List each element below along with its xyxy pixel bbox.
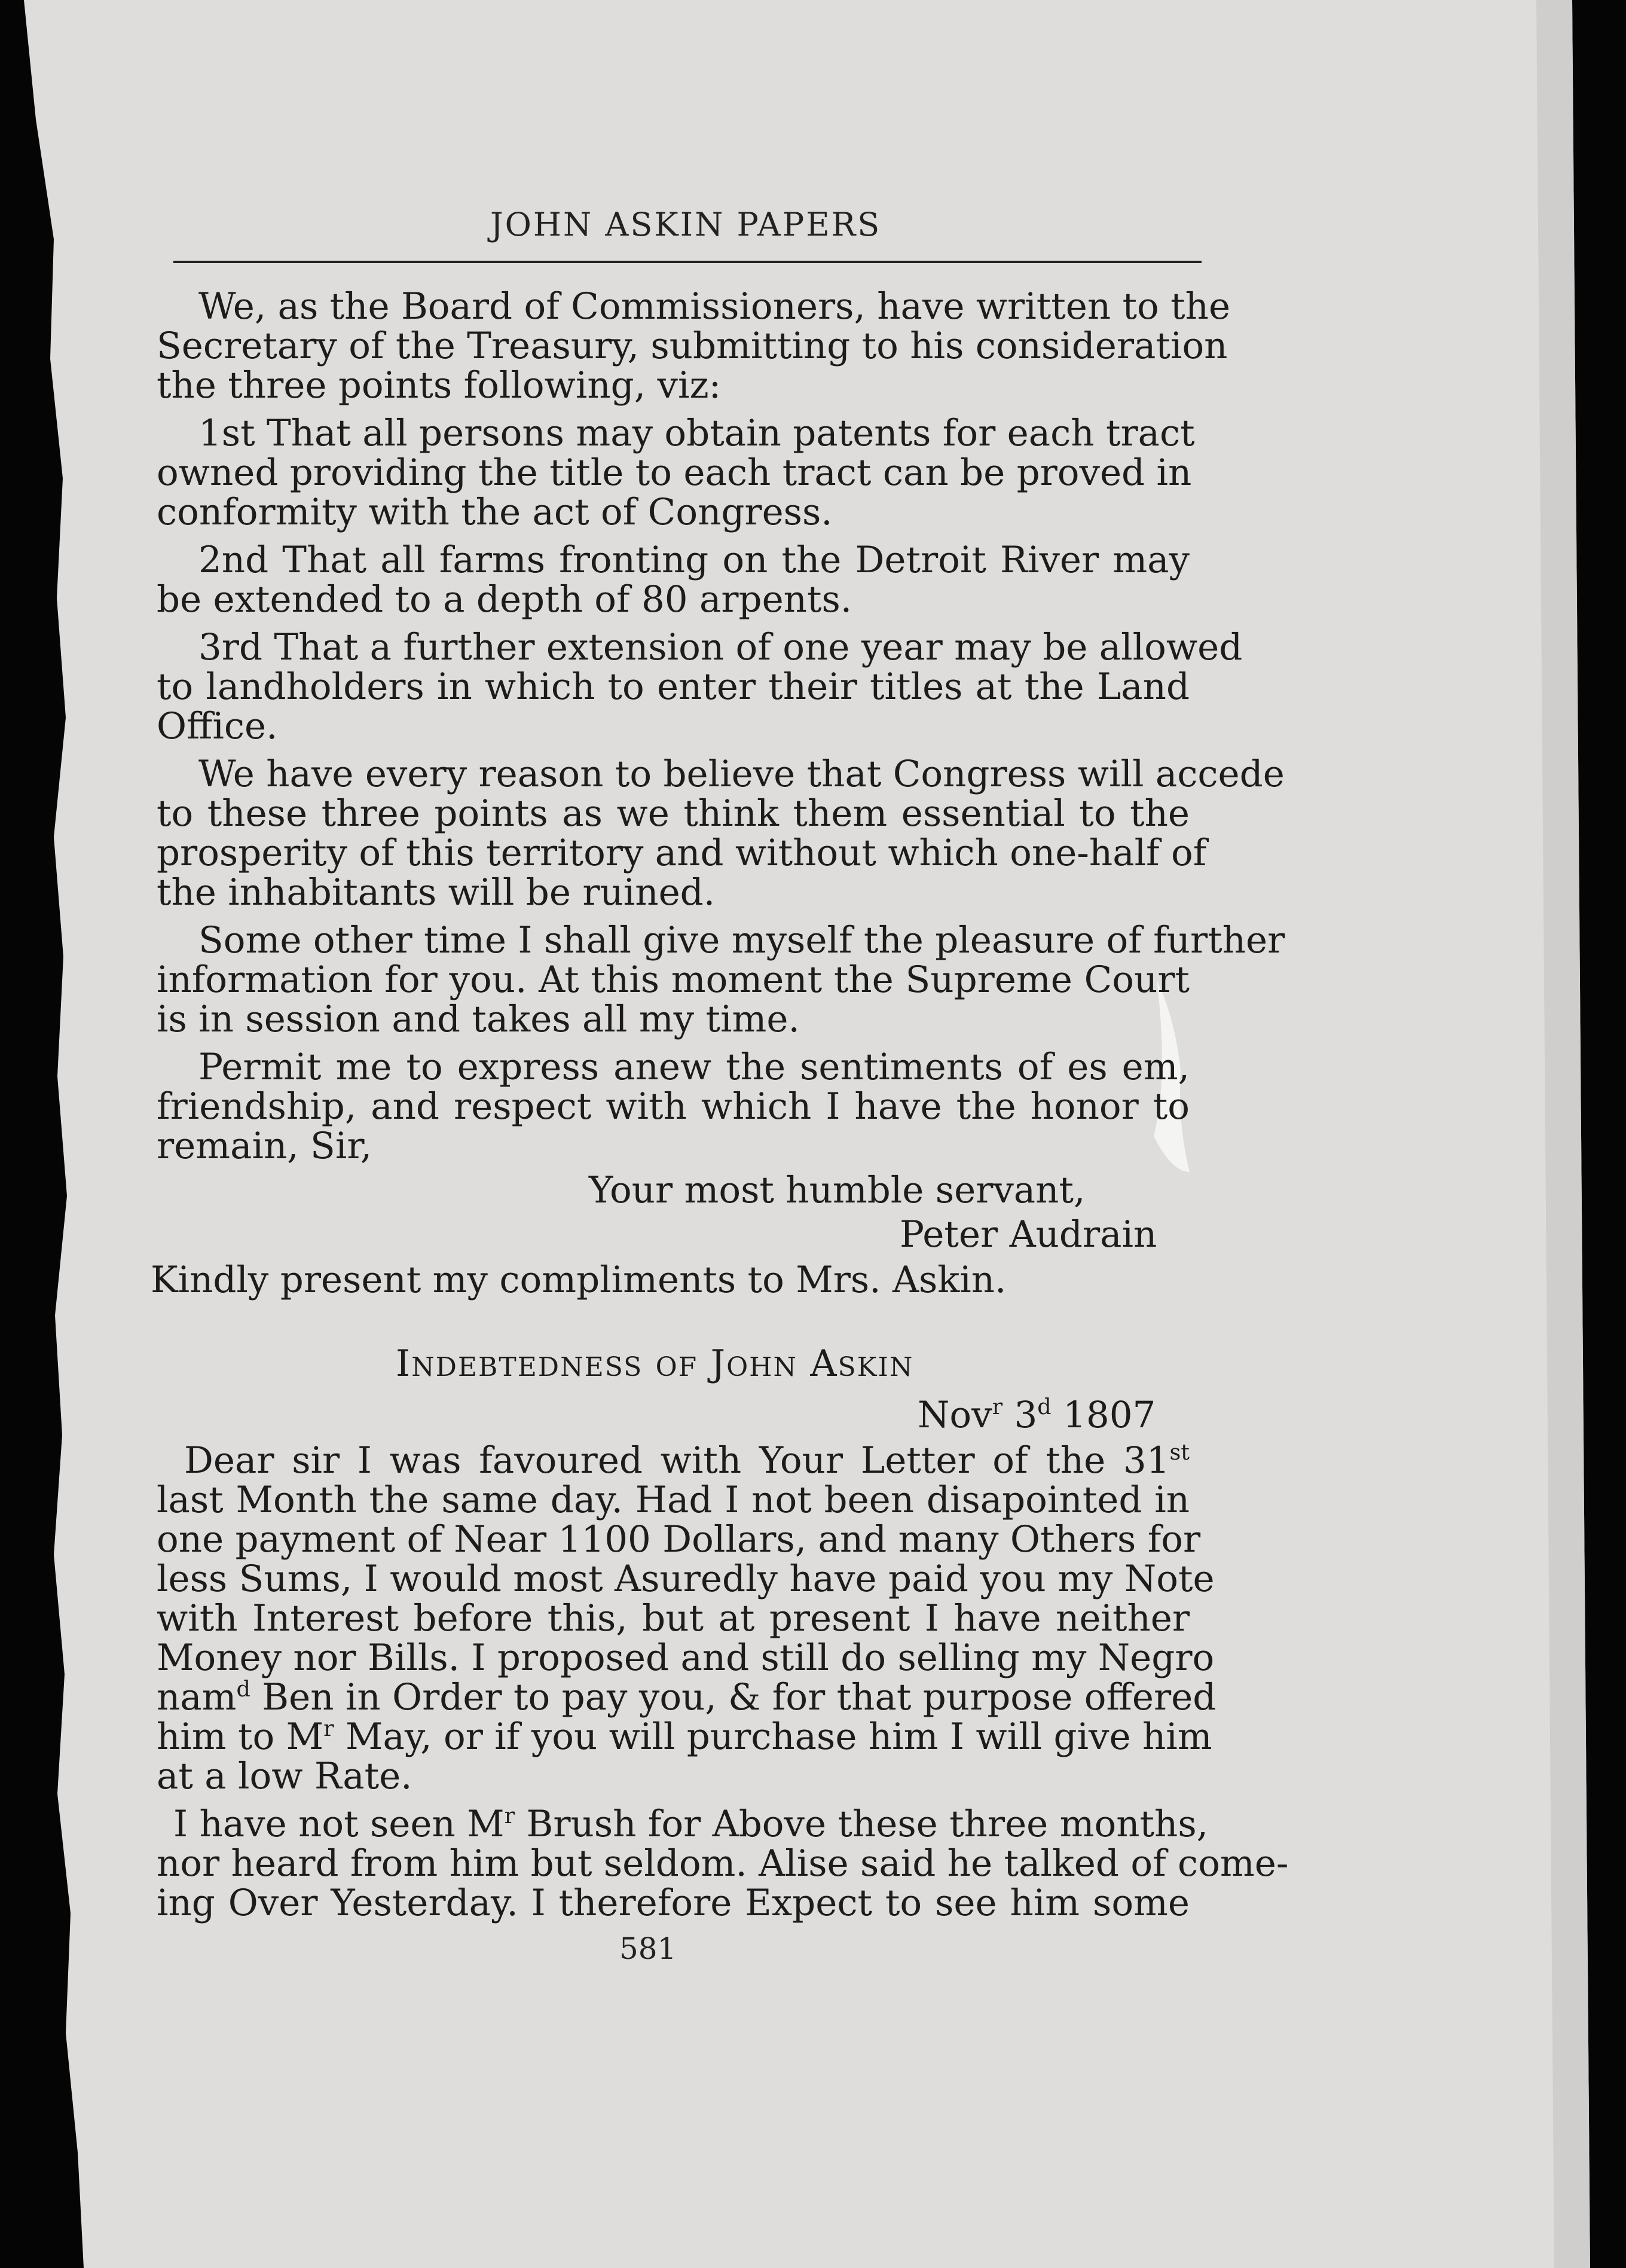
body-line: friendship, and respect with which I have the honor to	[157, 1085, 1190, 1128]
body-line: with Interest before this, but at present I have neither	[157, 1597, 1190, 1640]
body-line: Permit me to express anew the sentiments of es em,	[198, 1046, 1190, 1088]
body-line: 2nd That all farms fronting on the Detroit River may	[198, 539, 1190, 581]
body-line: to landholders in which to enter their titles at the Land	[157, 666, 1190, 708]
body-line: Office.	[157, 705, 278, 747]
section-heading: INDEBTEDNESS OF JOHN ASKIN	[396, 1342, 914, 1385]
body-line: Secretary of the Treasury, submitting to his consideration	[157, 325, 1228, 367]
header-rule	[173, 261, 1202, 263]
body-line: one payment of Near 1100 Dollars, and many Others for	[157, 1518, 1201, 1561]
body-line: remain, Sir,	[157, 1125, 372, 1167]
body-line: Money nor Bills. I proposed and still do selling my Negro	[157, 1637, 1215, 1679]
body-line: information for you. At this moment the Supreme Court	[157, 959, 1190, 1001]
body-line: Dear sir I was favoured with Your Letter of the 31st	[184, 1439, 1190, 1482]
body-line: owned providing the title to each tract can be proved in	[157, 451, 1192, 494]
page-number: 581	[619, 1931, 677, 1966]
body-line: nor heard from him but seldom. Alise said he talked of come-	[157, 1842, 1289, 1885]
body-line: I have not seen $M^r$ Brush for Above these three months,	[173, 1803, 1209, 1845]
body-line: We have every reason to believe that Congress will accede	[198, 753, 1285, 795]
body-line: be extended to a depth of 80 arpents.	[157, 578, 852, 621]
postscript: Kindly present my compliments to Mrs. Askin.	[151, 1259, 1007, 1301]
body-line: to these three points as we think them essential to the	[157, 792, 1190, 835]
body-line: last Month the same day. Had I not been disapointed in	[157, 1479, 1190, 1521]
body-line: 1st That all persons may obtain patents for each tract	[198, 412, 1195, 454]
body-line: is in session and takes all my time.	[157, 998, 800, 1040]
body-line: nam$^d$ Ben in Order to pay you, & for that purpose offered	[157, 1676, 1217, 1718]
body-line: 3rd That a further extension of one year may be allowed	[198, 626, 1243, 669]
body-line: the three points following, viz:	[157, 364, 722, 407]
body-line: less Sums, I would most Asuredly have paid you my Note	[157, 1558, 1215, 1600]
body-line: ing Over Yesterday. I therefore Expect to see him some	[157, 1882, 1190, 1924]
body-line: Some other time I shall give myself the pleasure of further	[198, 919, 1285, 961]
signature: Peter Audrain	[900, 1213, 1157, 1256]
running-head: JOHN ASKIN PAPERS	[490, 206, 882, 243]
body-line: the inhabitants will be ruined.	[157, 871, 716, 914]
letter-date: Nov$^r$ 3$^d$ 1807	[918, 1394, 1156, 1436]
letter-closing: Your most humble servant,	[589, 1169, 1086, 1211]
body-line: prosperity of this territory and without which one-half of	[157, 832, 1207, 874]
body-line: conformity with the act of Congress.	[157, 491, 833, 533]
body-line: him to $M^r$ May, or if you will purchase him I will give him	[157, 1716, 1212, 1758]
body-line: We, as the Board of Commissioners, have written to the	[198, 285, 1231, 328]
body-line: at a low Rate.	[157, 1755, 412, 1797]
